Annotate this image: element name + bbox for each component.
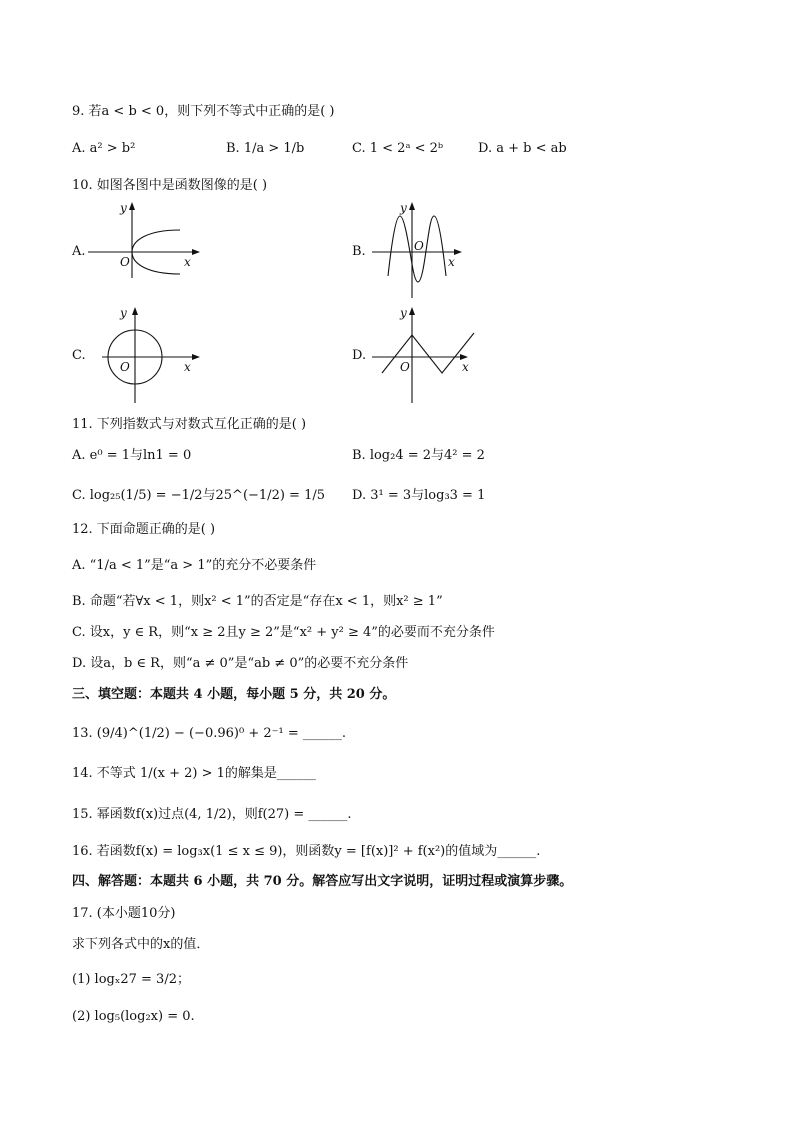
graph-d-label: D.	[352, 348, 367, 363]
q17-prompt: 求下列各式中的x的值．	[72, 937, 210, 952]
q17-part-2: (2) log₅(log₂x) = 0.	[72, 1009, 195, 1024]
graph-d-origin: O	[400, 360, 410, 374]
section-4-heading: 四、解答题：本题共 6 小题，共 70 分。解答应写出文字说明，证明过程或演算步骤。	[72, 874, 573, 889]
q15: 15. 幂函数f(x)过点(4, 1/2)，则f(27) = ______.	[72, 807, 352, 822]
q11-option-c: C. log₂₅(1/5) = −1/2与25^(−1/2) = 1/5	[72, 488, 325, 503]
q9-option-a: A. a² > b²	[72, 141, 136, 156]
section-3-heading: 三、填空题：本题共 4 小题，每小题 5 分，共 20 分。	[72, 687, 396, 702]
q10-stem: 10. 如图各图中是函数图像的是( )	[72, 178, 268, 193]
q9-option-c: C. 1 < 2ᵃ < 2ᵇ	[352, 141, 444, 156]
q12-stem: 12. 下面命题正确的是( )	[72, 522, 216, 537]
q11-stem: 11. 下列指数式与对数式互化正确的是( )	[72, 417, 307, 432]
graph-c-origin: O	[120, 360, 130, 374]
graph-b-x-label: x	[448, 255, 455, 269]
q11-option-a: A. e⁰ = 1与ln1 = 0	[72, 448, 192, 463]
graph-d-y-label: y	[400, 306, 407, 320]
q11-option-b: B. log₂4 = 2与4² = 2	[352, 448, 485, 463]
graph-c-label: C.	[72, 348, 86, 363]
q12-option-d: D. 设a，b ∈ R，则“a ≠ 0”是“ab ≠ 0”的必要不充分条件	[72, 656, 409, 671]
graph-b-y-label: y	[400, 201, 407, 215]
q11-option-d: D. 3¹ = 3与log₃3 = 1	[352, 488, 486, 503]
graph-b	[368, 200, 468, 300]
graph-a-origin: O	[120, 255, 130, 269]
q12-option-a: A. “1/a < 1”是“a > 1”的充分不必要条件	[72, 558, 317, 573]
q13: 13. (9/4)^(1/2) − (−0.96)⁰ + 2⁻¹ = ______.	[72, 726, 346, 741]
q17-header: 17. (本小题10分)	[72, 906, 176, 921]
graph-d	[368, 305, 478, 405]
q14: 14. 不等式 1/(x + 2) > 1的解集是______	[72, 766, 316, 781]
graph-a-x-label: x	[184, 255, 191, 269]
q12-option-b: B. 命题“若∀x < 1，则x² < 1”的否定是“存在x < 1，则x² ≥ 1”	[72, 594, 443, 609]
q9-option-d: D. a + b < ab	[478, 141, 567, 156]
graph-c-y-label: y	[120, 306, 127, 320]
graph-c-x-label: x	[184, 360, 191, 374]
graph-a-label: A.	[72, 244, 86, 259]
graph-a	[86, 200, 206, 280]
graph-d-x-label: x	[462, 360, 469, 374]
graph-b-origin: O	[414, 239, 424, 253]
graph-a-y-label: y	[120, 201, 127, 215]
q9-option-b: B. 1/a > 1/b	[226, 141, 305, 156]
q17-part-1: (1) logₓ27 = 3/2；	[72, 972, 190, 987]
graph-b-label: B.	[352, 244, 366, 259]
q9-stem: 9. 若a < b < 0，则下列不等式中正确的是( )	[72, 104, 335, 119]
q16: 16. 若函数f(x) = log₃x(1 ≤ x ≤ 9)，则函数y = [f(x)]² + f(x²)的值域为______.	[72, 844, 541, 859]
graph-c	[100, 305, 210, 405]
q12-option-c: C. 设x，y ∈ R，则“x ≥ 2且y ≥ 2”是“x² + y² ≥ 4”的必要而不充分条件	[72, 625, 495, 640]
